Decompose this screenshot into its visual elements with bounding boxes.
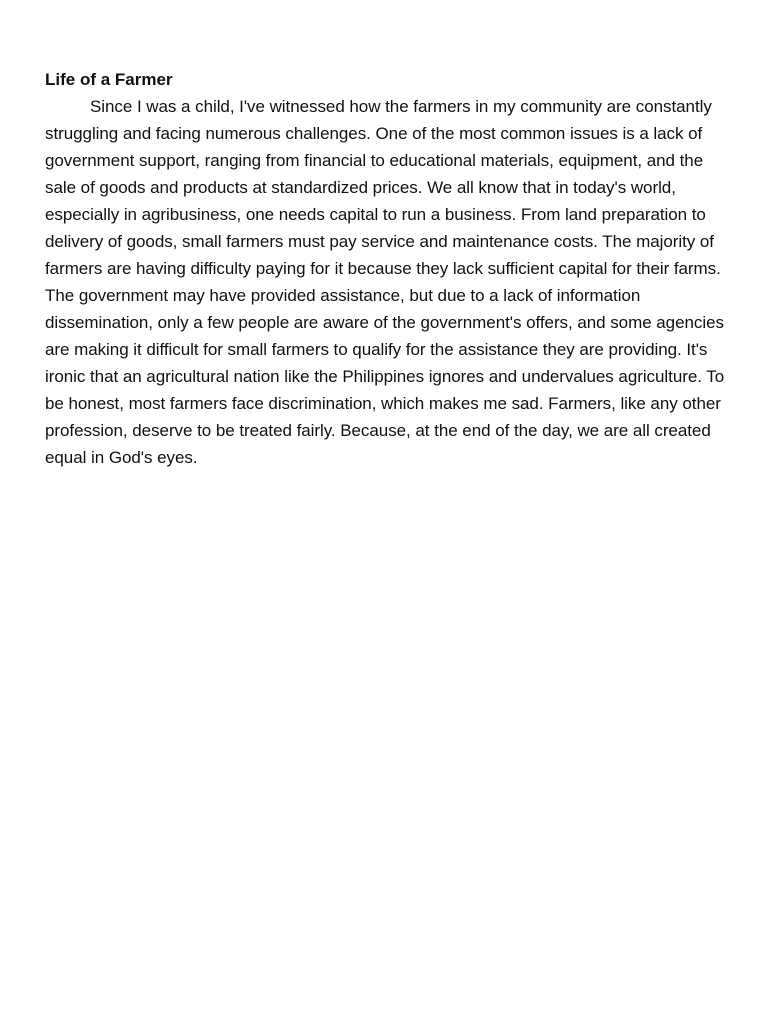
document-content xyxy=(45,66,725,471)
document-title: Life of a Farmer xyxy=(45,70,173,89)
document-paragraph: Since I was a child, I've witnessed how the farmers in my community are constantly struggling and facing numerous challenges. One of the most common issues is a lack of government support, ranging from financial to educational materials, equipment, and the sale of goods and products at standardized prices. We all know that in today's world, especially in agribusiness, one needs capital to run a business. From land preparation to delivery of goods, small farmers must pay service and maintenance costs. The majority of farmers are having difficulty paying for it because they lack sufficient capital for their farms. The government may have provided assistance, but due to a lack of information dissemination, only a few people are aware of the government's offers, and some agencies are making it difficult for small farmers to qualify for the assistance they are providing. It's ironic that an agricultural nation like the Philippines ignores and undervalues agriculture. To be honest, most farmers face discrimination, which makes me sad. Farmers, like any other profession, deserve to be treated fairly. Because, at the end of the day, we are all created equal in God's eyes. xyxy=(45,97,725,467)
